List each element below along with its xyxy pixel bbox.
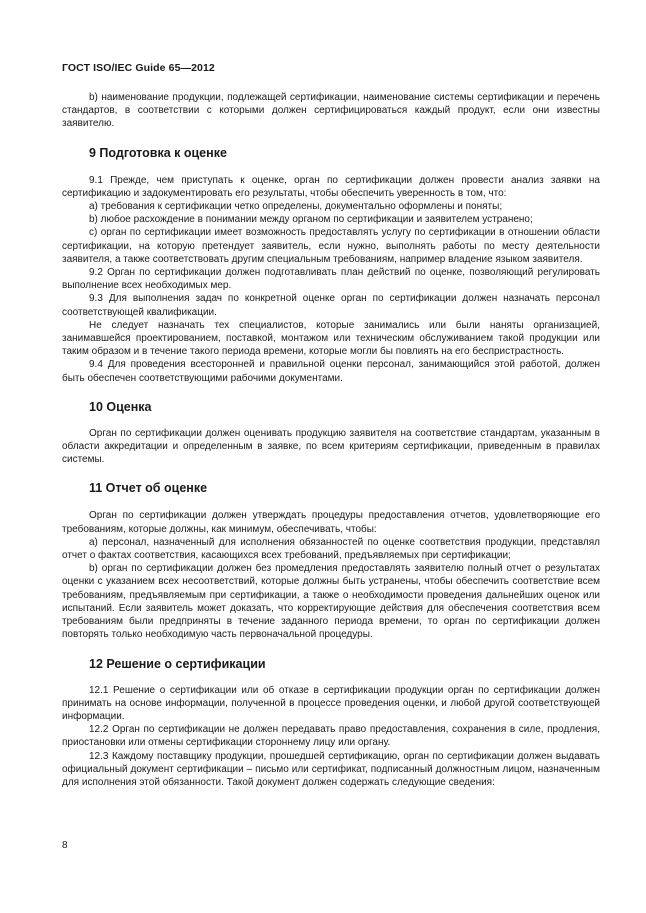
- section-11-heading: 11 Отчет об оценке: [89, 481, 208, 496]
- list-item-9-1-c: с) орган по сертификации имеет возможность предоставлять услугу по сертификации в отношении области сертификации, на которую претендует заявитель, если нужно, выполнять работы по месту деятельности заявителя, а также соответствовать другим специальным требованиям, например владение языком заявителя.: [62, 227, 600, 265]
- list-item-9-1-b: b) любое расхождение в понимании между органом по сертификации и заявителем устранено;: [89, 214, 533, 226]
- paragraph-12-3: 12.3 Каждому поставщику продукции, прошедшей сертификацию, орган по сертификации должен выдавать официальный документ сертификации – письмо или сертификат, подписанный должностным лицом, назначенным для исполнения этой обязанности. Такой документ должен содержать следующие сведения:: [62, 750, 600, 788]
- list-item-11-a: а) персонал, назначенный для исполнения обязанностей по оценке соответствия продукции, представлял отчет о фактах соответствия, касающихся всех требований, предъявляемых при сертификации;: [62, 536, 600, 562]
- paragraph-intro-b: b) наименование продукции, подлежащей сертификации, наименование системы сертификации и перечень стандартов, в соответствии с которыми должен сертифицироваться каждый продукт, если они известны заявителю.: [62, 92, 600, 130]
- paragraph-10: Орган по сертификации должен оценивать продукцию заявителя на соответствие стандартам, указанным в области аккредитации и определенным в заявке, по всем критериям сертификации, приведенным в правилах системы.: [62, 427, 600, 466]
- paragraph-9-4: 9.4 Для проведения всесторонней и правильной оценки персонал, занимающийся этой работой, должен быть обеспечен соответствующими рабочими документами.: [62, 359, 600, 384]
- section-10-heading: 10 Оценка: [89, 399, 152, 414]
- paragraph-12-2: 12.2 Орган по сертификации не должен передавать право предоставления, сохранения в силе, продления, приостановки или отмены сертификации стороннему лицу или органу.: [62, 724, 600, 749]
- section-9-heading: 9 Подготовка к оценке: [89, 145, 227, 160]
- section-12-heading: 12 Решение о сертификации: [89, 656, 266, 671]
- paragraph-9-2: 9.2 Орган по сертификации должен подготавливать план действий по оценке, позволяющий регулировать выполнение всех необходимых мер.: [62, 267, 600, 292]
- page-number: 8: [62, 840, 68, 851]
- paragraph-9-3: 9.3 Для выполнения задач по конкретной оценке орган по сертификации должен назначать персонал соответствующей квалификации.: [62, 293, 600, 318]
- paragraph-9-1: 9.1 Прежде, чем приступать к оценке, орган по сертификации должен провести анализ заявки на сертификацию и задокументировать его результаты, чтобы обеспечить уверенность в том, что:: [62, 174, 600, 199]
- list-item-11-b: b) орган по сертификации должен без промедления предоставлять заявителю полный отчет о результатах оценки с указанием всех несоответствий, которые должны быть устранены, чтобы обеспечить соответствие всем требованиям, предъявляемым при сертификации, а также о необходимости проведения дальнейших оценок или испытаний. Если заявитель может доказать, что корректирующие действия для обеспечения соответствия всем требованиям были предприняты в течение заданного периода времени, то орган по сертификации должен повторять только необходимую часть первоначальной процедуры.: [62, 563, 600, 641]
- paragraph-11: Орган по сертификации должен утверждать процедуры предоставления отчетов, удовлетворяющие его требованиям, которые должны, как минимум, обеспечивать, чтобы:: [62, 510, 600, 535]
- paragraph-12-1: 12.1 Решение о сертификации или об отказе в сертификации продукции орган по сертификации должен принимать на основе информации, полученной в процессе проведения оценки, и любой другой соответствующей информации.: [62, 684, 600, 722]
- page-body: [62, 91, 600, 789]
- document-header: ГОСТ ISO/IEC Guide 65—2012: [62, 62, 215, 74]
- list-item-9-1-a: а) требования к сертификации четко определены, документально оформлены и поняты;: [89, 201, 503, 213]
- paragraph-9-3-note: Не следует назначать тех специалистов, которые занимались или были наняты организацией, занимавшейся проектированием, поставкой, монтажом или техническим обслуживанием такой продукции или таким образом и в течение такого периода времени, которые могли бы повлиять на его беспристрастность.: [62, 319, 600, 358]
